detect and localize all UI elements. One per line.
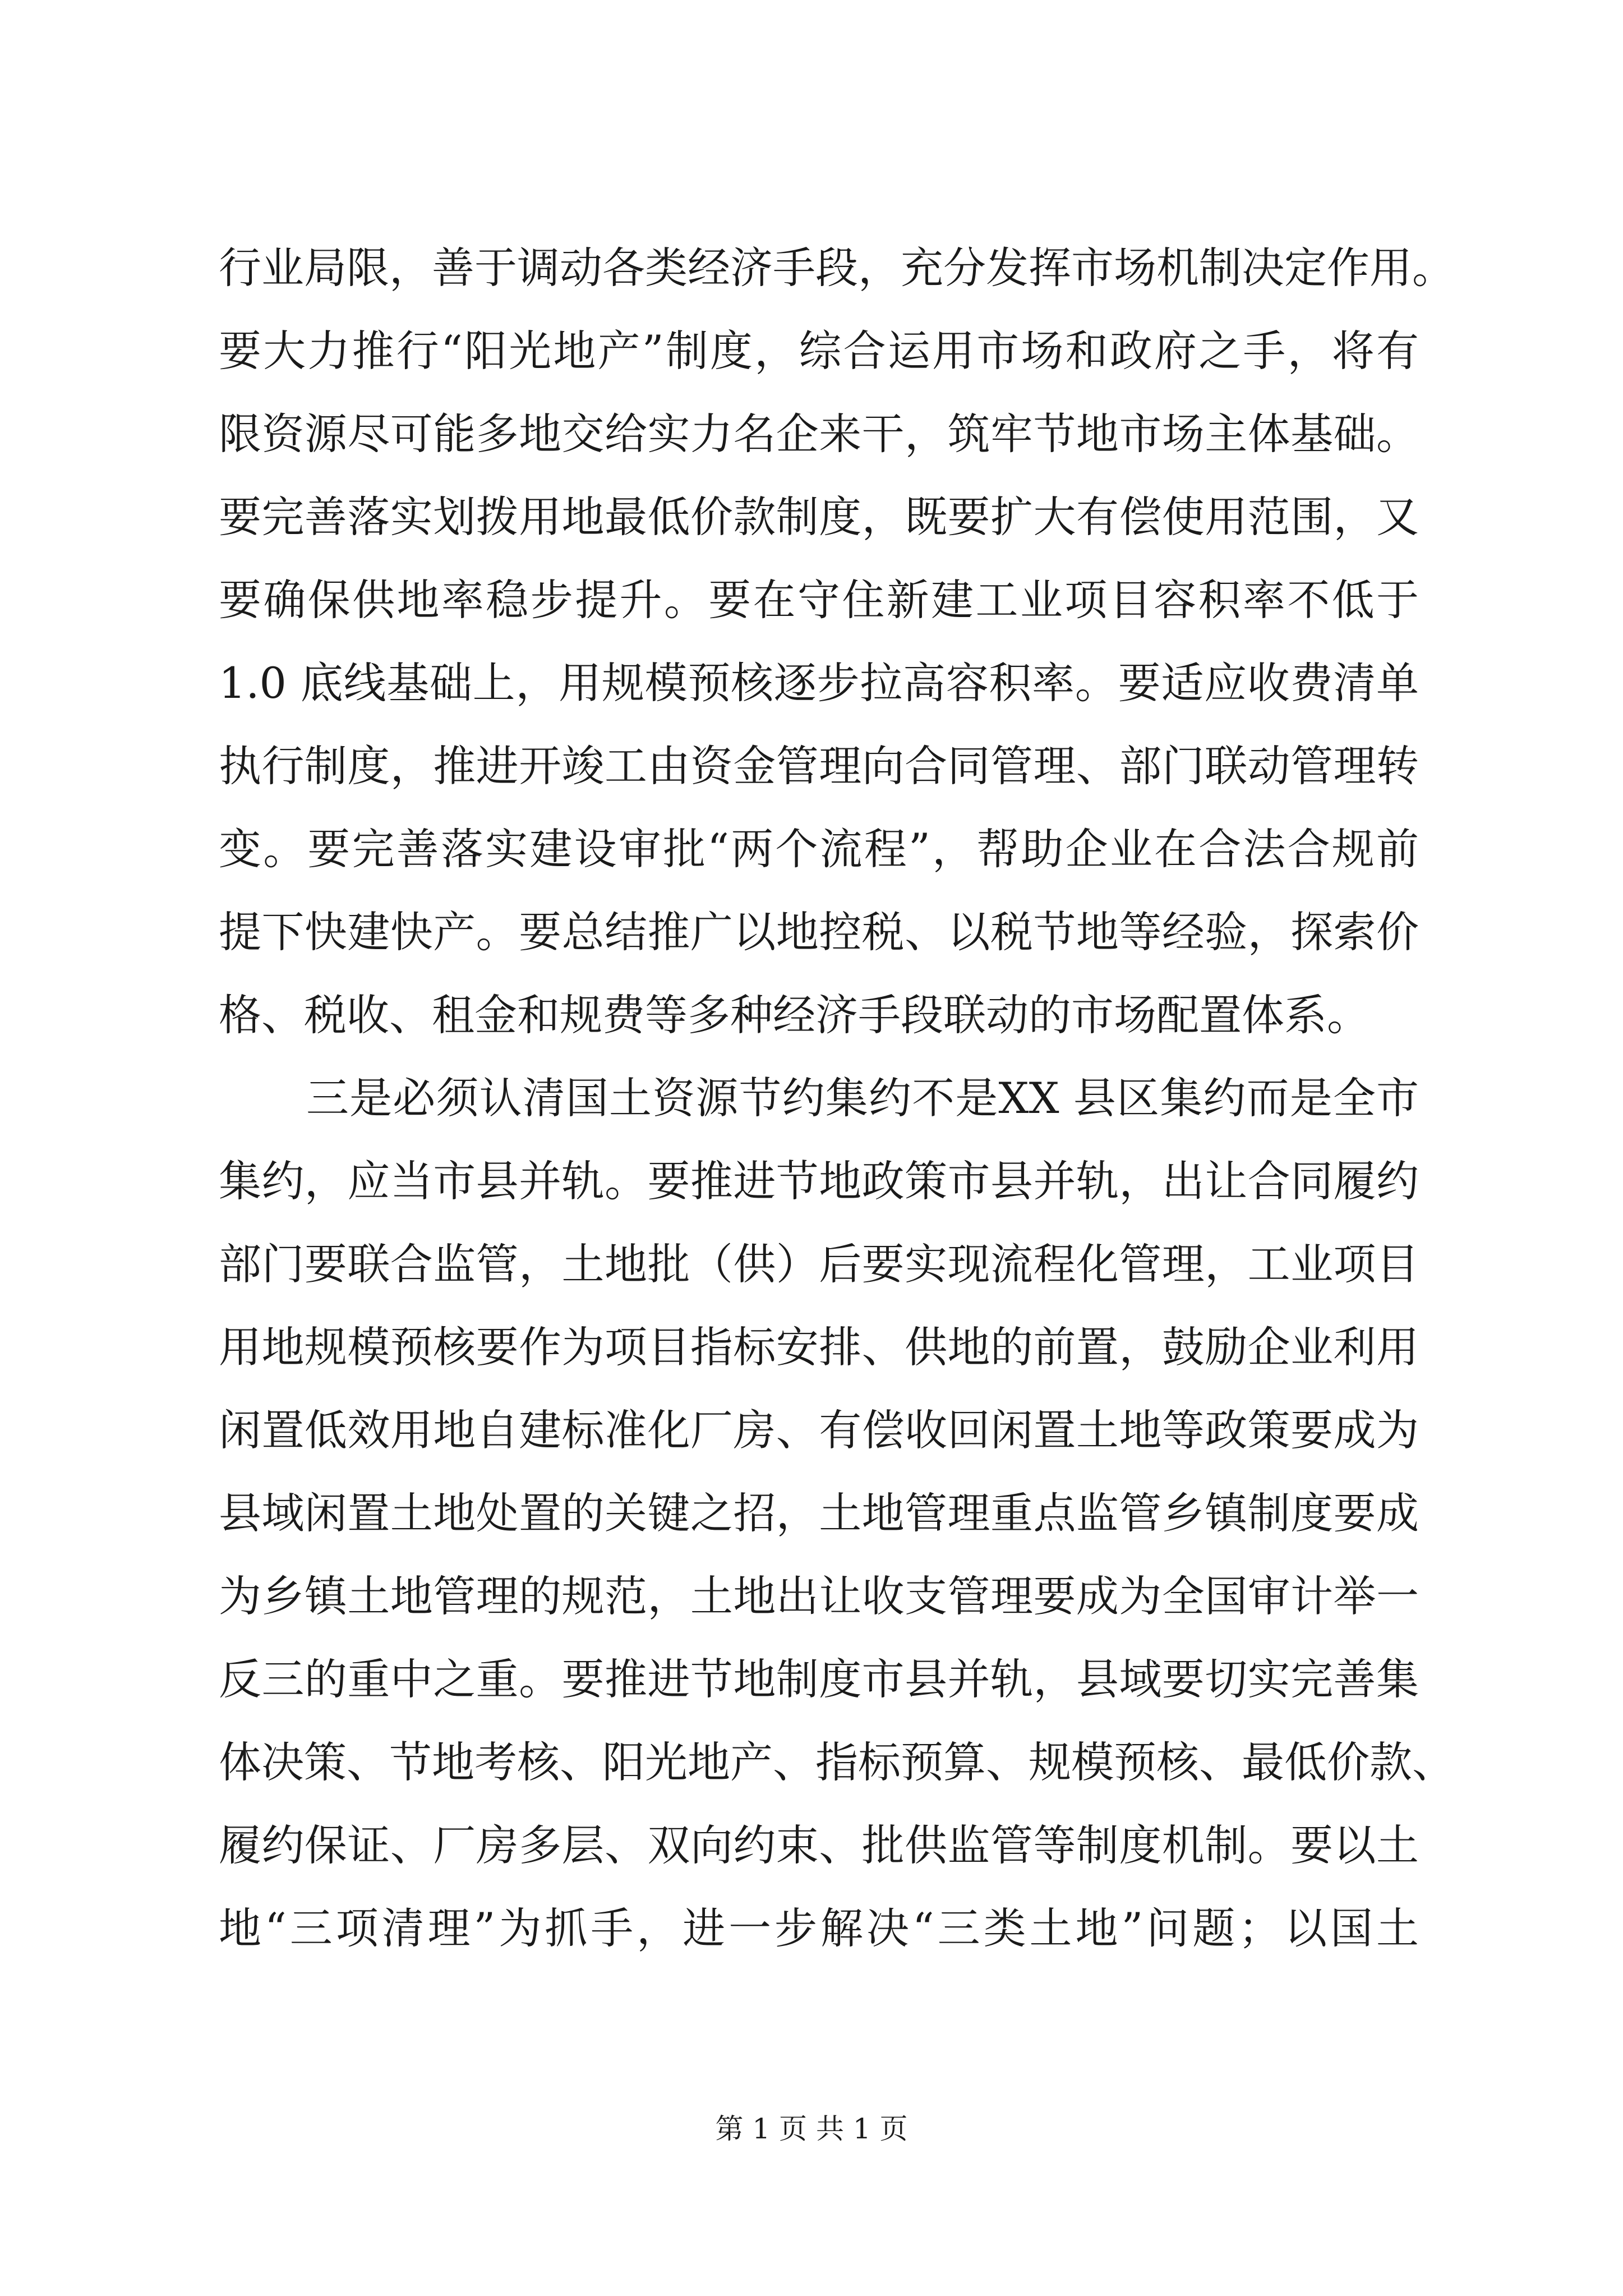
body-text-line: 行业局限，善于调动各类经济手段，充分发挥市场机制决定作用。 (219, 243, 1455, 293)
body-text-line: 执行制度，推进开竣工由资金管理向合同管理、部门联动管理转 (219, 741, 1419, 791)
body-text-line: 要大力推行“阳光地产”制度，综合运用市场和政府之手，将有 (219, 326, 1419, 376)
body-text-line: 地“三项清理”为抓手，进一步解决“三类土地”问题；以国土 (219, 1903, 1419, 1953)
page-footer: 第 1 页 共 1 页 (715, 2113, 908, 2145)
body-text-line: 提下快建快产。要总结推广以地控税、以税节地等经验，探索价 (219, 907, 1419, 957)
body-text-line: 用地规模预核要作为项目指标安排、供地的前置，鼓励企业利用 (219, 1322, 1419, 1372)
paragraph-first-line: 三是必须认清国土资源节约集约不是XX 县区集约而是全市 (306, 1073, 1419, 1123)
body-text-line: 1.0 底线基础上，用规模预核逐步拉高容积率。要适应收费清单 (219, 658, 1419, 708)
body-text-line: 县域闲置土地处置的关键之招，土地管理重点监管乡镇制度要成 (219, 1488, 1419, 1538)
body-text-line: 集约，应当市县并轨。要推进节地政策市县并轨，出让合同履约 (219, 1156, 1419, 1206)
body-text-line: 为乡镇土地管理的规范，土地出让收支管理要成为全国审计举一 (219, 1571, 1419, 1621)
body-text-line: 限资源尽可能多地交给实力名企来干，筑牢节地市场主体基础。 (219, 409, 1419, 459)
body-text-line: 部门要联合监管，土地批（供）后要实现流程化管理，工业项目 (219, 1239, 1419, 1289)
body-text-line: 反三的重中之重。要推进节地制度市县并轨，县域要切实完善集 (219, 1654, 1419, 1704)
body-text-line: 要完善落实划拨用地最低价款制度，既要扩大有偿使用范围，又 (219, 492, 1419, 542)
body-text-line: 格、税收、租金和规费等多种经济手段联动的市场配置体系。 (219, 990, 1370, 1040)
body-text-line: 体决策、节地考核、阳光地产、指标预算、规模预核、最低价款、 (219, 1737, 1455, 1787)
body-text-line: 履约保证、厂房多层、双向约束、批供监管等制度机制。要以土 (219, 1820, 1419, 1870)
body-text-line: 变。要完善落实建设审批“两个流程”，帮助企业在合法合规前 (219, 824, 1419, 874)
body-text-line: 闲置低效用地自建标准化厂房、有偿收回闲置土地等政策要成为 (219, 1405, 1419, 1455)
body-text-line: 要确保供地率稳步提升。要在守住新建工业项目容积率不低于 (219, 575, 1419, 625)
